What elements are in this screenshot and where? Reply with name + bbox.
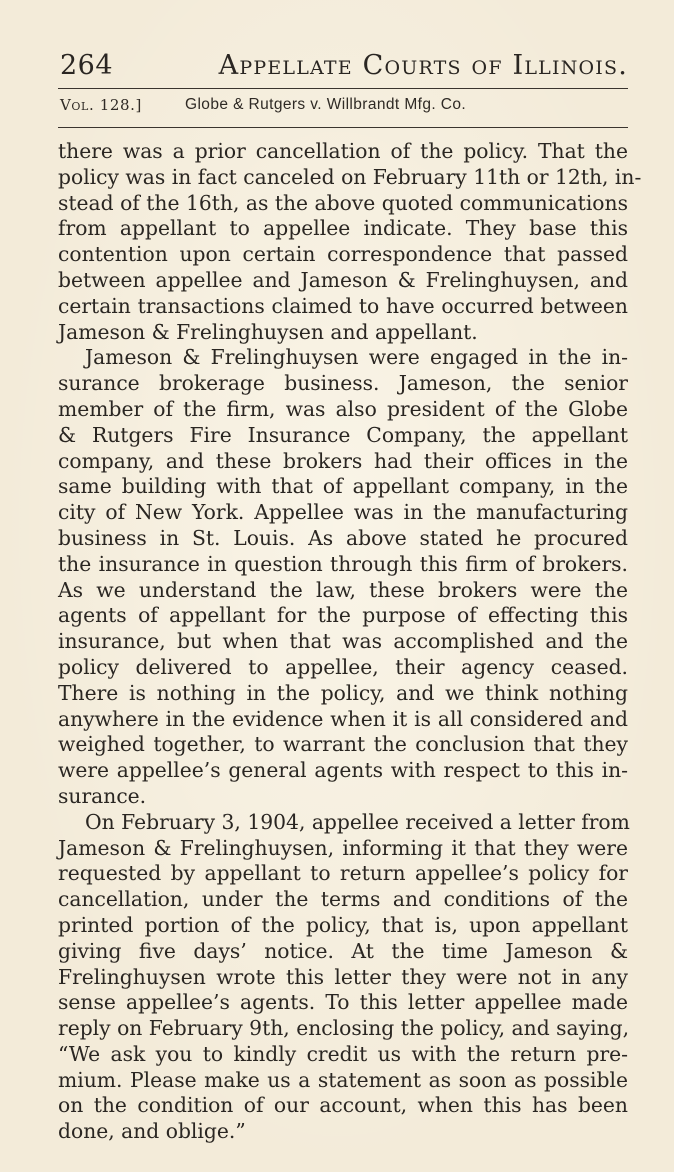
reporter-title: Appellate Courts of Illinois. bbox=[218, 50, 628, 81]
volume-reference: Vol. 128.] bbox=[60, 96, 142, 114]
text-line: there was a prior cancellation of the policy. That the bbox=[58, 139, 628, 163]
text-line: anywhere in the evidence when it is all considered and bbox=[58, 706, 628, 731]
text-line: company, and these brokers had their offices in the bbox=[58, 448, 628, 473]
text-line: giving five days’ notice. At the time Jameson & bbox=[58, 938, 628, 963]
text-line: Jameson & Frelinghuysen, informing it that they were bbox=[58, 835, 628, 860]
text-line: “We ask you to kindly credit us with the return pre- bbox=[58, 1041, 628, 1066]
text-line: insurance, but when that was accomplished and the bbox=[58, 629, 628, 654]
text-line: same building with that of appellant company, in the bbox=[58, 474, 628, 499]
paragraph-start-line: Jameson & Frelinghuysen were engaged in the in- bbox=[85, 345, 628, 370]
text-line: the insurance in question through this firm of brokers. bbox=[58, 551, 628, 576]
text-line: sense appellee’s agents. To this letter appellee made bbox=[58, 990, 628, 1015]
text-line: requested by appellant to return appellee’s policy for bbox=[58, 861, 628, 886]
text-line: city of New York. Appellee was in the manufacturing bbox=[58, 500, 628, 525]
text-line: mium. Please make us a statement as soon as possible bbox=[58, 1067, 628, 1092]
text-line: cancellation, under the terms and conditions of the bbox=[58, 887, 628, 912]
text-line: Jameson & Frelinghuysen and appellant. bbox=[58, 319, 478, 344]
text-line: There is nothing in the policy, and we think nothing bbox=[58, 680, 628, 705]
opinion-text bbox=[58, 139, 642, 1145]
text-line: agents of appellant for the purpose of effecting this bbox=[58, 603, 628, 628]
text-line: from appellant to appellee indicate. They base this bbox=[58, 216, 628, 241]
text-line: member of the firm, was also president of the Globe bbox=[58, 396, 628, 421]
text-line: policy was in fact canceled on February 11th or 12th, in- bbox=[58, 164, 642, 189]
text-line: on the condition of our account, when this has been bbox=[58, 1093, 628, 1118]
text-line: & Rutgers Fire Insurance Company, the appellant bbox=[58, 422, 628, 447]
text-line: were appellee’s general agents with respect to this in- bbox=[58, 758, 628, 783]
text-line: between appellee and Jameson & Frelinghuysen, and bbox=[58, 267, 628, 292]
text-line: surance. bbox=[58, 783, 147, 808]
text-line: contention upon certain correspondence that passed bbox=[58, 242, 628, 267]
paragraph-start-line: On February 3, 1904, appellee received a letter from bbox=[85, 809, 630, 834]
text-line: business in St. Louis. As above stated he procured bbox=[58, 525, 628, 550]
running-head bbox=[60, 44, 628, 84]
text-line: reply on February 9th, enclosing the policy, and saying, bbox=[58, 1016, 630, 1041]
header-rule-top bbox=[58, 88, 628, 89]
case-caption bbox=[60, 92, 630, 118]
text-line: printed portion of the policy, that is, upon appellant bbox=[58, 912, 628, 937]
text-line: certain transactions claimed to have occurred between bbox=[58, 293, 628, 318]
text-line: surance brokerage business. Jameson, the senior bbox=[58, 371, 628, 396]
text-line: As we understand the law, these brokers were the bbox=[58, 577, 628, 602]
text-line: done, and oblige.” bbox=[58, 1119, 246, 1144]
text-line: weighed together, to warrant the conclusion that they bbox=[58, 732, 628, 757]
text-line: policy delivered to appellee, their agency ceased. bbox=[58, 654, 628, 679]
case-title: Globe & Rutgers v. Willbrandt Mfg. Co. bbox=[185, 96, 467, 113]
text-line: stead of the 16th, as the above quoted communications bbox=[58, 190, 628, 215]
text-line: Frelinghuysen wrote this letter they were not in any bbox=[58, 964, 628, 989]
page-number: 264 bbox=[60, 50, 114, 81]
header-rule-bottom bbox=[58, 127, 628, 128]
